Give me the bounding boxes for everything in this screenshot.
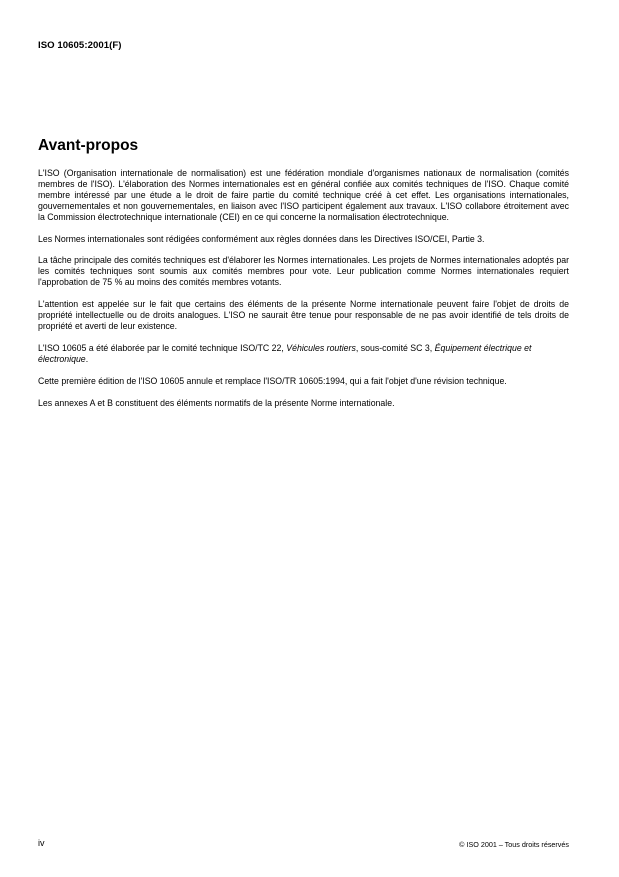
prepared-by-text-3: .	[85, 353, 89, 364]
page-number: iv	[38, 838, 45, 848]
paragraph-prepared-by	[38, 343, 569, 365]
prepared-by-text-2: , sous-comité SC 3,	[355, 342, 435, 353]
paragraph-committee-task: La tâche principale des comités techniques est d'élaborer les Normes internationales. Les projets de Normes internationales adoptés par les comités techniques sont soumis aux comités membres pour vote. Leur publication comme Normes internationales requiert l'approbation de 75 % au moins des comités membres votants.	[38, 255, 569, 288]
document-header-id: ISO 10605:2001(F)	[38, 40, 122, 51]
paragraph-edition: Cette première édition de l'ISO 10605 annule et remplace l'ISO/TR 10605:1994, qui a fait l'objet d'une révision technique.	[38, 375, 507, 386]
committee-name: Véhicules routiers	[286, 342, 356, 353]
paragraph-iso-organisation: L'ISO (Organisation internationale de normalisation) est une fédération mondiale d'organismes nationaux de normalisation (comités membres de l'ISO). L'élaboration des Normes internationales est en général confiée aux comités techniques de l'ISO. Chaque comité membre intéressé par une étude a le droit de faire partie du comité technique créé à cet effet. Les organisations internationales, gouvernementales et non gouvernementales, en liaison avec l'ISO participent également aux travaux. L'ISO collabore étroitement avec la Commission électrotechnique internationale (CEI) en ce qui concerne la normalisation électrotechnique.	[38, 168, 569, 222]
copyright-notice: © ISO 2001 – Tous droits réservés	[459, 840, 569, 849]
paragraph-patent-rights: L'attention est appelée sur le fait que certains des éléments de la présente Norme internationale peuvent faire l'objet de droits de propriété intellectuelle ou de droits analogues. L'ISO ne saurait être tenue pour responsable de ne pas avoir identifié de tels droits de propriété et averti de leur existence.	[38, 299, 569, 331]
prepared-by-text-1: L'ISO 10605 a été élaborée par le comité technique ISO/TC 22,	[38, 342, 287, 353]
subcommittee-name: Équipement électrique et électronique	[38, 342, 532, 364]
section-title: Avant-propos	[38, 137, 139, 154]
paragraph-directives: Les Normes internationales sont rédigées conformément aux règles données dans les Directives ISO/CEI, Partie 3.	[38, 233, 485, 244]
foreword-body	[38, 168, 569, 420]
paragraph-annexes: Les annexes A et B constituent des éléments normatifs de la présente Norme internationale.	[38, 397, 395, 408]
